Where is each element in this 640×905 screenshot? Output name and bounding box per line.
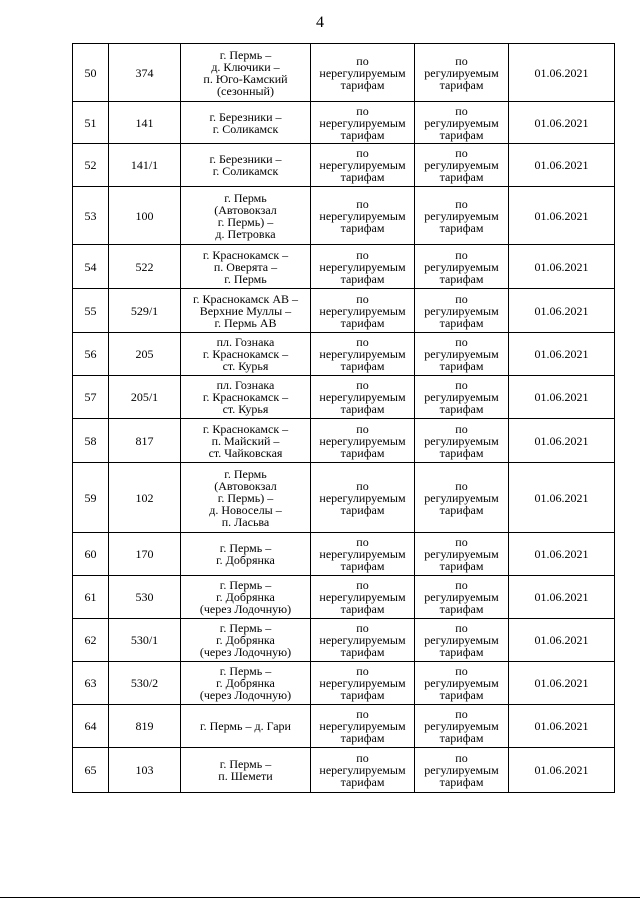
route-number-cell: 100 <box>109 187 181 245</box>
regular-tariff-cell-line: тарифам <box>439 220 484 235</box>
regular-tariff-cell <box>415 245 509 289</box>
route-path-cell-line: г. Пермь – д. Гари <box>200 719 291 733</box>
date-cell: 01.06.2021 <box>509 748 615 793</box>
regular-tariff-cell-line: регулируемым <box>424 547 499 561</box>
regular-tariff-cell <box>415 144 509 187</box>
irregular-tariff-cell-line: тарифам <box>340 359 385 373</box>
route-number-cell: 102 <box>109 463 181 533</box>
route-path-cell-line: д. Ключики – <box>211 59 280 74</box>
route-path-cell-line: г. Пермь – <box>219 578 272 592</box>
route-path-cell <box>181 289 311 333</box>
irregular-tariff-cell-line: тарифам <box>340 559 385 573</box>
row-number-cell: 55 <box>73 289 109 333</box>
regular-tariff-cell-line: регулируемым <box>424 303 499 318</box>
regular-tariff-cell-line: тарифам <box>439 731 484 745</box>
regular-tariff-cell-line: по <box>455 291 468 306</box>
route-path-cell <box>181 705 311 748</box>
regular-tariff-cell-line: регулируемым <box>424 390 499 404</box>
routes-table-body <box>73 44 615 793</box>
route-number-cell: 522 <box>109 245 181 289</box>
route-path-cell-line: п. Оверята – <box>213 259 278 274</box>
date-cell: 01.06.2021 <box>509 144 615 187</box>
regular-tariff-cell <box>415 187 509 245</box>
row-number-cell: 54 <box>73 245 109 289</box>
irregular-tariff-cell-line: по <box>356 535 369 549</box>
regular-tariff-cell-line: тарифам <box>439 127 484 142</box>
irregular-tariff-cell-line: нерегулируемым <box>319 208 406 223</box>
date-cell: 01.06.2021 <box>509 245 615 289</box>
route-path-cell-line: г. Березники – <box>209 152 282 166</box>
regular-tariff-cell-line: тарифам <box>439 775 484 789</box>
regular-tariff-cell-line: по <box>455 247 468 262</box>
route-path-cell-line: г. Пермь – <box>219 47 272 62</box>
table-row <box>73 144 615 187</box>
regular-tariff-cell <box>415 463 509 533</box>
route-path-cell-line: г. Краснокамск – <box>202 247 289 262</box>
route-path-cell-line: д. Новоселы – <box>209 502 282 517</box>
route-path-cell <box>181 376 311 419</box>
irregular-tariff-cell-line: тарифам <box>340 402 385 416</box>
route-path-cell-line: (через Лодочную) <box>199 645 292 659</box>
route-path-cell-line: г. Пермь) – <box>217 490 274 505</box>
route-path-cell-line: (через Лодочную) <box>199 602 292 616</box>
regular-tariff-cell-line: по <box>455 478 468 493</box>
regular-tariff-cell <box>415 376 509 419</box>
irregular-tariff-cell <box>311 245 415 289</box>
irregular-tariff-cell-line: по <box>356 707 369 721</box>
irregular-tariff-cell-line: тарифам <box>340 220 385 235</box>
regular-tariff-cell-line: регулируемым <box>424 719 499 733</box>
row-number-cell: 61 <box>73 576 109 619</box>
table-row <box>73 376 615 419</box>
irregular-tariff-cell-line: по <box>356 103 369 118</box>
irregular-tariff-cell <box>311 619 415 662</box>
table-row <box>73 748 615 793</box>
regular-tariff-cell-line: тарифам <box>439 402 484 416</box>
route-path-cell-line: пл. Гознака <box>216 335 275 349</box>
regular-tariff-cell <box>415 419 509 463</box>
table-row <box>73 619 615 662</box>
row-number-cell: 58 <box>73 419 109 463</box>
route-path-cell-line: г. Пермь) – <box>217 214 274 229</box>
route-number-cell: 529/1 <box>109 289 181 333</box>
route-path-cell-line: г. Соликамск <box>212 164 279 178</box>
route-path-cell <box>181 333 311 376</box>
route-path-cell-line: г. Пермь – <box>219 621 272 635</box>
table-row <box>73 44 615 102</box>
irregular-tariff-cell-line: по <box>356 335 369 349</box>
regular-tariff-cell-line: регулируемым <box>424 590 499 604</box>
regular-tariff-cell-line: тарифам <box>439 502 484 517</box>
irregular-tariff-cell <box>311 533 415 576</box>
route-path-cell <box>181 748 311 793</box>
row-number-cell: 53 <box>73 187 109 245</box>
date-cell: 01.06.2021 <box>509 619 615 662</box>
route-path-cell-line: п. Ласьва <box>221 514 270 529</box>
irregular-tariff-cell-line: тарифам <box>340 77 385 92</box>
routes-table <box>72 43 615 793</box>
route-number-cell: 817 <box>109 419 181 463</box>
route-path-cell-line: г. Пермь <box>224 271 267 286</box>
table-row <box>73 102 615 144</box>
regular-tariff-cell-line: по <box>455 53 468 68</box>
regular-tariff-cell-line: тарифам <box>439 688 484 702</box>
irregular-tariff-cell-line: нерегулируемым <box>319 347 406 361</box>
irregular-tariff-cell <box>311 463 415 533</box>
irregular-tariff-cell <box>311 333 415 376</box>
irregular-tariff-cell-line: по <box>356 247 369 262</box>
regular-tariff-cell-line: по <box>455 421 468 436</box>
route-path-cell-line: пл. Гознака <box>216 378 275 392</box>
route-path-cell <box>181 419 311 463</box>
route-path-cell-line: г. Пермь АВ <box>214 315 277 330</box>
route-path-cell-line: г. Краснокамск – <box>202 390 289 404</box>
route-path-cell <box>181 576 311 619</box>
regular-tariff-cell-line: тарифам <box>439 645 484 659</box>
table-row <box>73 245 615 289</box>
irregular-tariff-cell-line: тарифам <box>340 688 385 702</box>
regular-tariff-cell-line: тарифам <box>439 315 484 330</box>
route-path-cell-line: г. Пермь <box>224 190 267 205</box>
row-number-cell: 56 <box>73 333 109 376</box>
irregular-tariff-cell-line: нерегулируемым <box>319 259 406 274</box>
irregular-tariff-cell <box>311 662 415 705</box>
route-number-cell: 530 <box>109 576 181 619</box>
irregular-tariff-cell-line: по <box>356 53 369 68</box>
regular-tariff-cell-line: по <box>455 103 468 118</box>
irregular-tariff-cell-line: по <box>356 664 369 678</box>
page-number: 4 <box>316 14 324 31</box>
irregular-tariff-cell <box>311 419 415 463</box>
irregular-tariff-cell-line: по <box>356 291 369 306</box>
row-number-cell: 62 <box>73 619 109 662</box>
route-path-cell-line: г. Добрянка <box>216 676 275 690</box>
regular-tariff-cell-line: регулируемым <box>424 490 499 505</box>
date-cell: 01.06.2021 <box>509 463 615 533</box>
irregular-tariff-cell <box>311 187 415 245</box>
regular-tariff-cell-line: по <box>455 751 468 765</box>
route-path-cell <box>181 619 311 662</box>
irregular-tariff-cell-line: нерегулируемым <box>319 719 406 733</box>
route-path-cell-line: ст. Чайковская <box>208 445 283 460</box>
regular-tariff-cell-line: тарифам <box>439 445 484 460</box>
irregular-tariff-cell-line: нерегулируемым <box>319 390 406 404</box>
irregular-tariff-cell-line: тарифам <box>340 645 385 659</box>
route-path-cell <box>181 463 311 533</box>
route-number-cell: 374 <box>109 44 181 102</box>
irregular-tariff-cell-line: тарифам <box>340 731 385 745</box>
route-path-cell-line: (Автовокзал <box>214 478 277 493</box>
route-number-cell: 141/1 <box>109 144 181 187</box>
regular-tariff-cell-line: тарифам <box>439 271 484 286</box>
irregular-tariff-cell-line: тарифам <box>340 445 385 460</box>
irregular-tariff-cell <box>311 289 415 333</box>
row-number-cell: 63 <box>73 662 109 705</box>
row-number-cell: 59 <box>73 463 109 533</box>
irregular-tariff-cell <box>311 44 415 102</box>
route-path-cell-line: п. Майский – <box>211 433 280 448</box>
irregular-tariff-cell-line: по <box>356 751 369 765</box>
irregular-tariff-cell <box>311 102 415 144</box>
regular-tariff-cell-line: регулируемым <box>424 158 499 172</box>
table-row <box>73 662 615 705</box>
regular-tariff-cell <box>415 619 509 662</box>
date-cell: 01.06.2021 <box>509 44 615 102</box>
irregular-tariff-cell-line: тарифам <box>340 502 385 517</box>
regular-tariff-cell-line: по <box>455 578 468 592</box>
route-path-cell-line: г. Краснокамск – <box>202 347 289 361</box>
date-cell: 01.06.2021 <box>509 576 615 619</box>
route-number-cell: 103 <box>109 748 181 793</box>
irregular-tariff-cell <box>311 705 415 748</box>
route-path-cell-line: г. Добрянка <box>216 553 275 567</box>
regular-tariff-cell <box>415 748 509 793</box>
row-number-cell: 57 <box>73 376 109 419</box>
route-path-cell-line: г. Добрянка <box>216 633 275 647</box>
route-path-cell-line: Верхние Муллы – <box>199 303 292 318</box>
route-path-cell-line: г. Березники – <box>209 109 282 124</box>
regular-tariff-cell <box>415 662 509 705</box>
table-row <box>73 289 615 333</box>
irregular-tariff-cell-line: нерегулируемым <box>319 115 406 130</box>
regular-tariff-cell <box>415 44 509 102</box>
irregular-tariff-cell-line: нерегулируемым <box>319 303 406 318</box>
row-number-cell: 51 <box>73 102 109 144</box>
route-path-cell-line: г. Пермь – <box>219 664 272 678</box>
regular-tariff-cell <box>415 705 509 748</box>
irregular-tariff-cell-line: нерегулируемым <box>319 633 406 647</box>
regular-tariff-cell-line: по <box>455 535 468 549</box>
date-cell: 01.06.2021 <box>509 102 615 144</box>
regular-tariff-cell <box>415 576 509 619</box>
date-cell: 01.06.2021 <box>509 419 615 463</box>
irregular-tariff-cell-line: тарифам <box>340 602 385 616</box>
regular-tariff-cell-line: по <box>455 707 468 721</box>
table-row <box>73 705 615 748</box>
irregular-tariff-cell-line: нерегулируемым <box>319 158 406 172</box>
table-row <box>73 463 615 533</box>
date-cell: 01.06.2021 <box>509 187 615 245</box>
regular-tariff-cell-line: регулируемым <box>424 115 499 130</box>
route-path-cell-line: ст. Курья <box>222 402 269 416</box>
row-number-cell: 52 <box>73 144 109 187</box>
row-number-cell: 60 <box>73 533 109 576</box>
date-cell: 01.06.2021 <box>509 376 615 419</box>
row-number-cell: 50 <box>73 44 109 102</box>
route-path-cell <box>181 662 311 705</box>
irregular-tariff-cell-line: нерегулируемым <box>319 433 406 448</box>
route-path-cell-line: д. Петровка <box>215 226 276 241</box>
route-number-cell: 530/1 <box>109 619 181 662</box>
date-cell: 01.06.2021 <box>509 662 615 705</box>
row-number-cell: 64 <box>73 705 109 748</box>
irregular-tariff-cell <box>311 144 415 187</box>
route-path-cell <box>181 533 311 576</box>
irregular-tariff-cell-line: по <box>356 621 369 635</box>
route-number-cell: 205/1 <box>109 376 181 419</box>
irregular-tariff-cell-line: по <box>356 578 369 592</box>
irregular-tariff-cell <box>311 576 415 619</box>
irregular-tariff-cell-line: нерегулируемым <box>319 547 406 561</box>
route-number-cell: 141 <box>109 102 181 144</box>
route-path-cell-line: п. Юго-Камский <box>203 71 288 86</box>
route-path-cell <box>181 187 311 245</box>
row-number-cell: 65 <box>73 748 109 793</box>
regular-tariff-cell-line: по <box>455 146 468 160</box>
table-row <box>73 333 615 376</box>
irregular-tariff-cell-line: по <box>356 146 369 160</box>
regular-tariff-cell-line: регулируемым <box>424 763 499 777</box>
regular-tariff-cell <box>415 289 509 333</box>
route-path-cell-line: г. Пермь – <box>219 757 272 771</box>
regular-tariff-cell-line: регулируемым <box>424 65 499 80</box>
route-number-cell: 530/2 <box>109 662 181 705</box>
irregular-tariff-cell <box>311 748 415 793</box>
irregular-tariff-cell-line: нерегулируемым <box>319 590 406 604</box>
regular-tariff-cell-line: по <box>455 621 468 635</box>
irregular-tariff-cell-line: тарифам <box>340 775 385 789</box>
regular-tariff-cell-line: по <box>455 378 468 392</box>
route-path-cell-line: г. Краснокамск – <box>202 421 289 436</box>
irregular-tariff-cell-line: по <box>356 478 369 493</box>
table-row <box>73 419 615 463</box>
irregular-tariff-cell-line: по <box>356 421 369 436</box>
date-cell: 01.06.2021 <box>509 705 615 748</box>
date-cell: 01.06.2021 <box>509 333 615 376</box>
irregular-tariff-cell-line: по <box>356 196 369 211</box>
regular-tariff-cell-line: тарифам <box>439 359 484 373</box>
regular-tariff-cell-line: по <box>455 664 468 678</box>
regular-tariff-cell <box>415 533 509 576</box>
irregular-tariff-cell-line: по <box>356 378 369 392</box>
route-number-cell: 170 <box>109 533 181 576</box>
irregular-tariff-cell-line: нерегулируемым <box>319 65 406 80</box>
regular-tariff-cell-line: тарифам <box>439 602 484 616</box>
regular-tariff-cell-line: тарифам <box>439 77 484 92</box>
date-cell: 01.06.2021 <box>509 289 615 333</box>
regular-tariff-cell-line: регулируемым <box>424 633 499 647</box>
irregular-tariff-cell-line: нерегулируемым <box>319 676 406 690</box>
bottom-rule <box>0 897 640 898</box>
route-number-cell: 819 <box>109 705 181 748</box>
irregular-tariff-cell-line: тарифам <box>340 271 385 286</box>
date-cell: 01.06.2021 <box>509 533 615 576</box>
route-path-cell <box>181 144 311 187</box>
table-row <box>73 533 615 576</box>
route-number-cell: 205 <box>109 333 181 376</box>
route-path-cell-line: г. Пермь <box>224 466 267 481</box>
regular-tariff-cell-line: регулируемым <box>424 259 499 274</box>
regular-tariff-cell-line: по <box>455 196 468 211</box>
regular-tariff-cell <box>415 102 509 144</box>
regular-tariff-cell-line: тарифам <box>439 170 484 184</box>
table-row <box>73 576 615 619</box>
irregular-tariff-cell-line: нерегулируемым <box>319 490 406 505</box>
route-path-cell-line: ст. Курья <box>222 359 269 373</box>
regular-tariff-cell-line: регулируемым <box>424 347 499 361</box>
regular-tariff-cell-line: по <box>455 335 468 349</box>
route-path-cell <box>181 44 311 102</box>
regular-tariff-cell <box>415 333 509 376</box>
route-path-cell-line: п. Шемети <box>218 769 273 783</box>
route-path-cell-line: (сезонный) <box>217 83 274 98</box>
route-path-cell-line: (через Лодочную) <box>199 688 292 702</box>
regular-tariff-cell-line: регулируемым <box>424 208 499 223</box>
table-row <box>73 187 615 245</box>
route-path-cell-line: г. Соликамск <box>212 121 279 136</box>
irregular-tariff-cell-line: нерегулируемым <box>319 763 406 777</box>
route-path-cell-line: г. Краснокамск АВ – <box>192 291 299 306</box>
regular-tariff-cell-line: регулируемым <box>424 676 499 690</box>
route-path-cell-line: г. Пермь – <box>219 541 272 555</box>
irregular-tariff-cell <box>311 376 415 419</box>
irregular-tariff-cell-line: тарифам <box>340 127 385 142</box>
route-path-cell-line: (Автовокзал <box>214 202 277 217</box>
irregular-tariff-cell-line: тарифам <box>340 170 385 184</box>
irregular-tariff-cell-line: тарифам <box>340 315 385 330</box>
route-path-cell <box>181 245 311 289</box>
regular-tariff-cell-line: регулируемым <box>424 433 499 448</box>
route-path-cell-line: г. Добрянка <box>216 590 275 604</box>
regular-tariff-cell-line: тарифам <box>439 559 484 573</box>
route-path-cell <box>181 102 311 144</box>
